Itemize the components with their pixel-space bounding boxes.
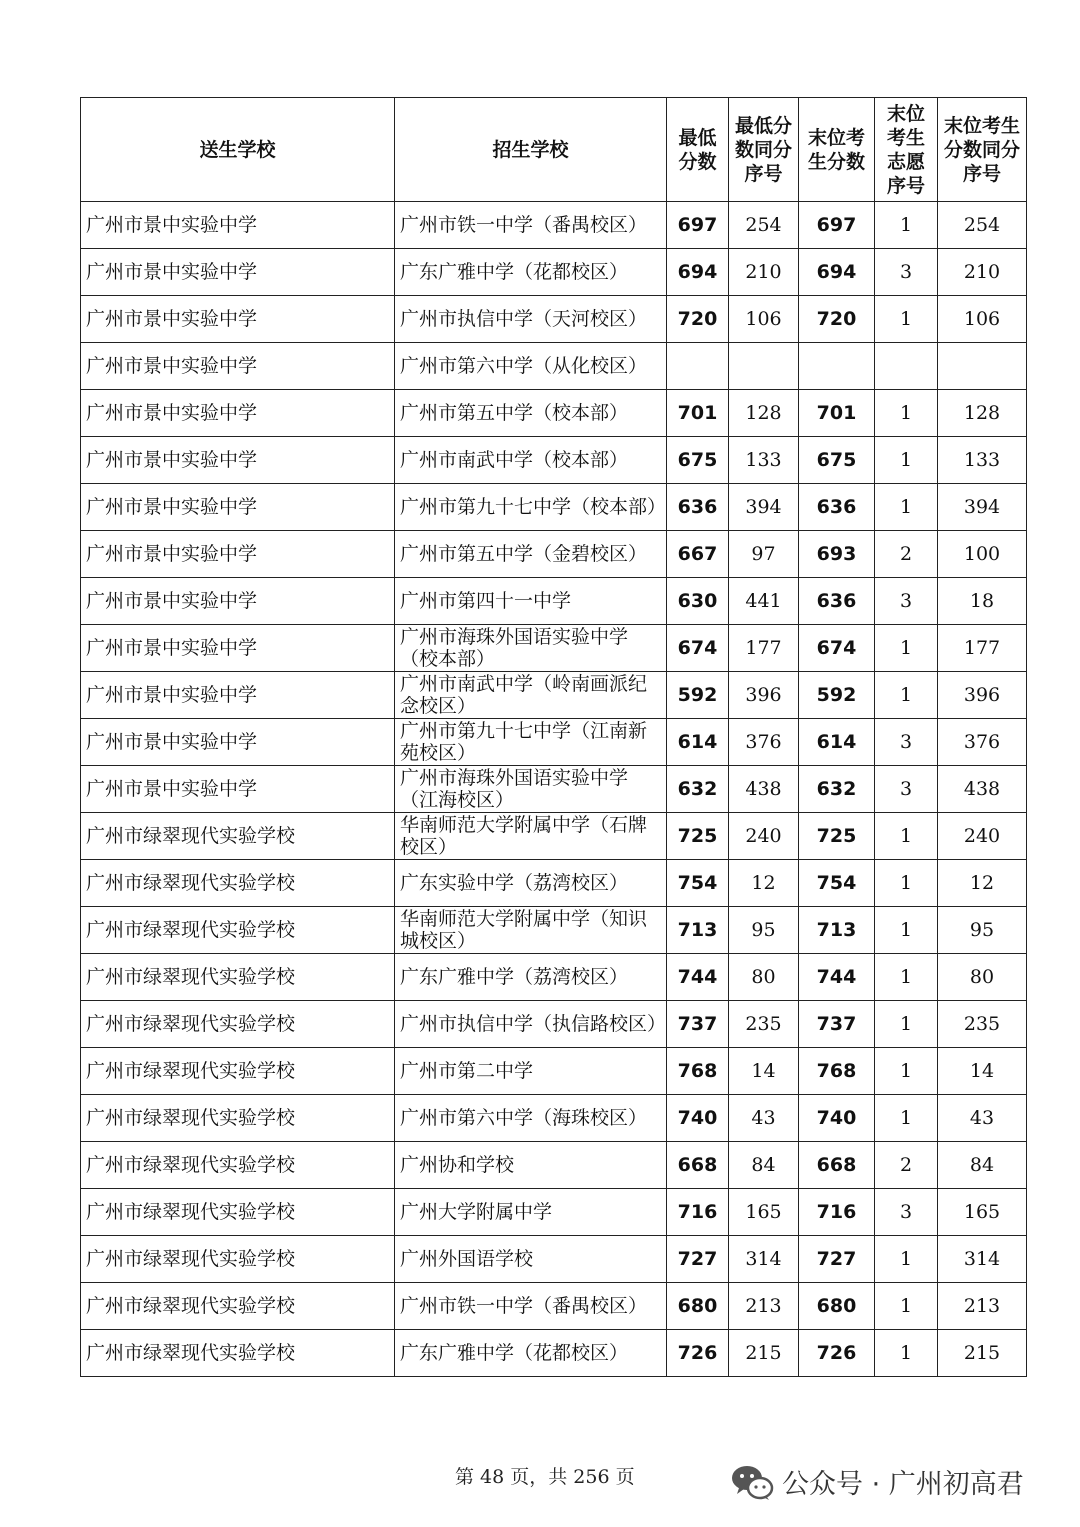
cell-last-score-rank: 165: [938, 1189, 1027, 1236]
table-row: [81, 907, 1027, 954]
cell-admitting-school: 广州市执信中学（执信路校区）: [395, 1001, 667, 1048]
cell-last-preference: 1: [875, 1283, 938, 1330]
cell-last-score: 675: [799, 437, 875, 484]
cell-min-score-rank: 376: [729, 719, 799, 766]
cell-last-preference: 1: [875, 1095, 938, 1142]
cell-min-score-rank: [729, 343, 799, 390]
cell-min-score-rank: 438: [729, 766, 799, 813]
cell-min-score: 737: [667, 1001, 729, 1048]
cell-last-score-rank: 210: [938, 249, 1027, 296]
cell-min-score: 694: [667, 249, 729, 296]
cell-min-score: 744: [667, 954, 729, 1001]
cell-admitting-school: 广州市南武中学（岭南画派纪念校区）: [395, 672, 667, 719]
cell-admitting-school: 广州市南武中学（校本部）: [395, 437, 667, 484]
watermark: [730, 1462, 1024, 1501]
cell-last-score: 725: [799, 813, 875, 860]
cell-admitting-school: 广州市第五中学（金碧校区）: [395, 531, 667, 578]
cell-last-score: 636: [799, 484, 875, 531]
cell-last-preference: 1: [875, 390, 938, 437]
cell-min-score: 675: [667, 437, 729, 484]
table-row: [81, 1283, 1027, 1330]
wechat-icon: [730, 1463, 774, 1501]
cell-admitting-school: 华南师范大学附属中学（石牌校区）: [395, 813, 667, 860]
cell-last-score: 668: [799, 1142, 875, 1189]
cell-last-preference: 1: [875, 437, 938, 484]
header-min-score: 最低分数: [667, 98, 729, 202]
cell-admitting-school: 广州市第九十七中学（江南新苑校区）: [395, 719, 667, 766]
table-row: [81, 437, 1027, 484]
table-row: [81, 766, 1027, 813]
cell-last-preference: 1: [875, 1330, 938, 1377]
table-row: [81, 484, 1027, 531]
cell-last-preference: 3: [875, 1189, 938, 1236]
cell-min-score: 697: [667, 202, 729, 249]
cell-last-score-rank: 240: [938, 813, 1027, 860]
cell-admitting-school: 广州市第九十七中学（校本部）: [395, 484, 667, 531]
cell-sending-school: 广州市景中实验中学: [81, 343, 395, 390]
cell-sending-school: 广州市绿翠现代实验学校: [81, 1283, 395, 1330]
cell-last-score-rank: 128: [938, 390, 1027, 437]
admission-score-table: [80, 97, 1027, 1377]
cell-last-score: 674: [799, 625, 875, 672]
cell-min-score: 740: [667, 1095, 729, 1142]
cell-admitting-school: 广东广雅中学（花都校区）: [395, 249, 667, 296]
cell-min-score: 636: [667, 484, 729, 531]
cell-admitting-school: 广州协和学校: [395, 1142, 667, 1189]
cell-min-score-rank: 235: [729, 1001, 799, 1048]
cell-min-score: 667: [667, 531, 729, 578]
table-row: [81, 672, 1027, 719]
cell-min-score-rank: 441: [729, 578, 799, 625]
cell-last-preference: 1: [875, 1001, 938, 1048]
cell-last-score-rank: 438: [938, 766, 1027, 813]
cell-last-score: 740: [799, 1095, 875, 1142]
cell-last-score: 701: [799, 390, 875, 437]
cell-last-score: 726: [799, 1330, 875, 1377]
cell-min-score: 725: [667, 813, 729, 860]
header-last-score-rank: 末位考生分数同分序号: [938, 98, 1027, 202]
table-row: [81, 954, 1027, 1001]
table-row: [81, 860, 1027, 907]
table-row: [81, 249, 1027, 296]
cell-sending-school: 广州市绿翠现代实验学校: [81, 954, 395, 1001]
cell-last-preference: 1: [875, 672, 938, 719]
cell-sending-school: 广州市景中实验中学: [81, 484, 395, 531]
header-admitting-school: 招生学校: [395, 98, 667, 202]
cell-min-score-rank: 314: [729, 1236, 799, 1283]
cell-last-score: 768: [799, 1048, 875, 1095]
cell-last-score-rank: 396: [938, 672, 1027, 719]
cell-last-preference: 1: [875, 296, 938, 343]
cell-admitting-school: 广州市铁一中学（番禺校区）: [395, 1283, 667, 1330]
cell-last-score-rank: 14: [938, 1048, 1027, 1095]
cell-sending-school: 广州市景中实验中学: [81, 202, 395, 249]
cell-sending-school: 广州市景中实验中学: [81, 625, 395, 672]
cell-admitting-school: 广东广雅中学（花都校区）: [395, 1330, 667, 1377]
cell-last-preference: 1: [875, 813, 938, 860]
cell-sending-school: 广州市景中实验中学: [81, 578, 395, 625]
cell-last-preference: 1: [875, 1236, 938, 1283]
cell-last-preference: 3: [875, 249, 938, 296]
table-row: [81, 1048, 1027, 1095]
cell-last-score-rank: 177: [938, 625, 1027, 672]
table-row: [81, 719, 1027, 766]
cell-last-preference: 1: [875, 907, 938, 954]
cell-min-score-rank: 14: [729, 1048, 799, 1095]
cell-last-score: 693: [799, 531, 875, 578]
cell-last-score: 713: [799, 907, 875, 954]
cell-sending-school: 广州市绿翠现代实验学校: [81, 860, 395, 907]
cell-min-score: [667, 343, 729, 390]
cell-sending-school: 广州市绿翠现代实验学校: [81, 813, 395, 860]
cell-last-score-rank: 106: [938, 296, 1027, 343]
header-min-score-rank: 最低分数同分序号: [729, 98, 799, 202]
table-row: [81, 296, 1027, 343]
cell-min-score: 727: [667, 1236, 729, 1283]
cell-min-score-rank: 97: [729, 531, 799, 578]
cell-admitting-school: 广州市第六中学（从化校区）: [395, 343, 667, 390]
cell-min-score-rank: 177: [729, 625, 799, 672]
cell-admitting-school: 广东实验中学（荔湾校区）: [395, 860, 667, 907]
table-row: [81, 625, 1027, 672]
table-row: [81, 1142, 1027, 1189]
table-row: [81, 578, 1027, 625]
cell-last-score-rank: 213: [938, 1283, 1027, 1330]
cell-last-preference: 1: [875, 202, 938, 249]
cell-last-score-rank: 95: [938, 907, 1027, 954]
cell-admitting-school: 广州市执信中学（天河校区）: [395, 296, 667, 343]
cell-min-score: 592: [667, 672, 729, 719]
cell-last-score: 680: [799, 1283, 875, 1330]
cell-last-score: 737: [799, 1001, 875, 1048]
cell-sending-school: 广州市绿翠现代实验学校: [81, 1236, 395, 1283]
cell-last-score: 727: [799, 1236, 875, 1283]
table-row: [81, 202, 1027, 249]
cell-last-preference: 3: [875, 766, 938, 813]
cell-last-score: 632: [799, 766, 875, 813]
cell-last-score-rank: 235: [938, 1001, 1027, 1048]
cell-admitting-school: 广州市第二中学: [395, 1048, 667, 1095]
cell-min-score: 726: [667, 1330, 729, 1377]
table-row: [81, 1236, 1027, 1283]
cell-admitting-school: 广州市海珠外国语实验中学（校本部）: [395, 625, 667, 672]
table-row: [81, 531, 1027, 578]
cell-min-score: 768: [667, 1048, 729, 1095]
cell-sending-school: 广州市绿翠现代实验学校: [81, 1189, 395, 1236]
cell-min-score: 614: [667, 719, 729, 766]
cell-last-score: [799, 343, 875, 390]
cell-last-preference: 1: [875, 954, 938, 1001]
cell-min-score: 674: [667, 625, 729, 672]
cell-last-score-rank: 12: [938, 860, 1027, 907]
cell-sending-school: 广州市绿翠现代实验学校: [81, 1142, 395, 1189]
cell-min-score: 720: [667, 296, 729, 343]
cell-min-score: 713: [667, 907, 729, 954]
cell-min-score-rank: 80: [729, 954, 799, 1001]
cell-min-score-rank: 215: [729, 1330, 799, 1377]
cell-admitting-school: 广州市海珠外国语实验中学（江海校区）: [395, 766, 667, 813]
cell-sending-school: 广州市绿翠现代实验学校: [81, 1048, 395, 1095]
cell-last-preference: 1: [875, 1048, 938, 1095]
table-row: [81, 390, 1027, 437]
table-row: [81, 343, 1027, 390]
cell-min-score: 716: [667, 1189, 729, 1236]
cell-last-score-rank: [938, 343, 1027, 390]
cell-min-score-rank: 213: [729, 1283, 799, 1330]
table-row: [81, 1189, 1027, 1236]
cell-sending-school: 广州市绿翠现代实验学校: [81, 1001, 395, 1048]
cell-min-score-rank: 43: [729, 1095, 799, 1142]
cell-admitting-school: 广州市第六中学（海珠校区）: [395, 1095, 667, 1142]
cell-last-preference: 2: [875, 531, 938, 578]
cell-min-score: 701: [667, 390, 729, 437]
cell-min-score-rank: 84: [729, 1142, 799, 1189]
cell-last-score-rank: 133: [938, 437, 1027, 484]
cell-last-score: 716: [799, 1189, 875, 1236]
cell-last-score-rank: 18: [938, 578, 1027, 625]
table-body: [81, 202, 1027, 1377]
cell-min-score: 668: [667, 1142, 729, 1189]
cell-last-score-rank: 376: [938, 719, 1027, 766]
table-header-row: [81, 98, 1027, 202]
cell-sending-school: 广州市景中实验中学: [81, 531, 395, 578]
cell-admitting-school: 广州市第四十一中学: [395, 578, 667, 625]
cell-last-score: 754: [799, 860, 875, 907]
cell-last-score: 636: [799, 578, 875, 625]
cell-min-score-rank: 210: [729, 249, 799, 296]
watermark-text: 公众号 · 广州初高君: [782, 1469, 1024, 1500]
cell-sending-school: 广州市景中实验中学: [81, 719, 395, 766]
cell-last-score-rank: 314: [938, 1236, 1027, 1283]
cell-last-score-rank: 215: [938, 1330, 1027, 1377]
cell-sending-school: 广州市绿翠现代实验学校: [81, 907, 395, 954]
cell-last-score-rank: 100: [938, 531, 1027, 578]
cell-min-score-rank: 396: [729, 672, 799, 719]
cell-min-score-rank: 394: [729, 484, 799, 531]
table-row: [81, 1330, 1027, 1377]
cell-sending-school: 广州市景中实验中学: [81, 249, 395, 296]
cell-admitting-school: 广州市第五中学（校本部）: [395, 390, 667, 437]
table-row: [81, 1095, 1027, 1142]
cell-last-score-rank: 43: [938, 1095, 1027, 1142]
cell-sending-school: 广州市景中实验中学: [81, 437, 395, 484]
cell-min-score: 680: [667, 1283, 729, 1330]
cell-last-preference: 1: [875, 625, 938, 672]
cell-min-score: 632: [667, 766, 729, 813]
cell-last-score-rank: 80: [938, 954, 1027, 1001]
cell-last-score: 697: [799, 202, 875, 249]
cell-admitting-school: 广东广雅中学（荔湾校区）: [395, 954, 667, 1001]
cell-last-score: 592: [799, 672, 875, 719]
header-sending-school: 送生学校: [81, 98, 395, 202]
cell-min-score-rank: 128: [729, 390, 799, 437]
cell-sending-school: 广州市景中实验中学: [81, 296, 395, 343]
cell-min-score-rank: 95: [729, 907, 799, 954]
page-number: 第 48 页，共 256 页: [455, 1466, 635, 1488]
cell-last-score: 744: [799, 954, 875, 1001]
cell-sending-school: 广州市景中实验中学: [81, 766, 395, 813]
cell-min-score-rank: 106: [729, 296, 799, 343]
table-row: [81, 1001, 1027, 1048]
cell-admitting-school: 广州市铁一中学（番禺校区）: [395, 202, 667, 249]
cell-last-preference: 1: [875, 860, 938, 907]
cell-last-score-rank: 84: [938, 1142, 1027, 1189]
cell-last-score-rank: 394: [938, 484, 1027, 531]
cell-min-score-rank: 254: [729, 202, 799, 249]
cell-last-preference: 1: [875, 484, 938, 531]
cell-sending-school: 广州市景中实验中学: [81, 672, 395, 719]
cell-min-score-rank: 12: [729, 860, 799, 907]
cell-min-score-rank: 240: [729, 813, 799, 860]
header-last-score: 末位考生分数: [799, 98, 875, 202]
cell-last-score-rank: 254: [938, 202, 1027, 249]
cell-last-score: 720: [799, 296, 875, 343]
cell-min-score-rank: 165: [729, 1189, 799, 1236]
cell-admitting-school: 华南师范大学附属中学（知识城校区）: [395, 907, 667, 954]
table-row: [81, 813, 1027, 860]
cell-sending-school: 广州市绿翠现代实验学校: [81, 1095, 395, 1142]
cell-last-score: 614: [799, 719, 875, 766]
header-last-preference: 末位考生志愿序号: [875, 98, 938, 202]
cell-admitting-school: 广州大学附属中学: [395, 1189, 667, 1236]
cell-min-score-rank: 133: [729, 437, 799, 484]
cell-min-score: 630: [667, 578, 729, 625]
cell-sending-school: 广州市绿翠现代实验学校: [81, 1330, 395, 1377]
cell-min-score: 754: [667, 860, 729, 907]
cell-last-preference: [875, 343, 938, 390]
cell-last-score: 694: [799, 249, 875, 296]
cell-last-preference: 3: [875, 719, 938, 766]
cell-last-preference: 2: [875, 1142, 938, 1189]
cell-admitting-school: 广州外国语学校: [395, 1236, 667, 1283]
cell-last-preference: 3: [875, 578, 938, 625]
cell-sending-school: 广州市景中实验中学: [81, 390, 395, 437]
